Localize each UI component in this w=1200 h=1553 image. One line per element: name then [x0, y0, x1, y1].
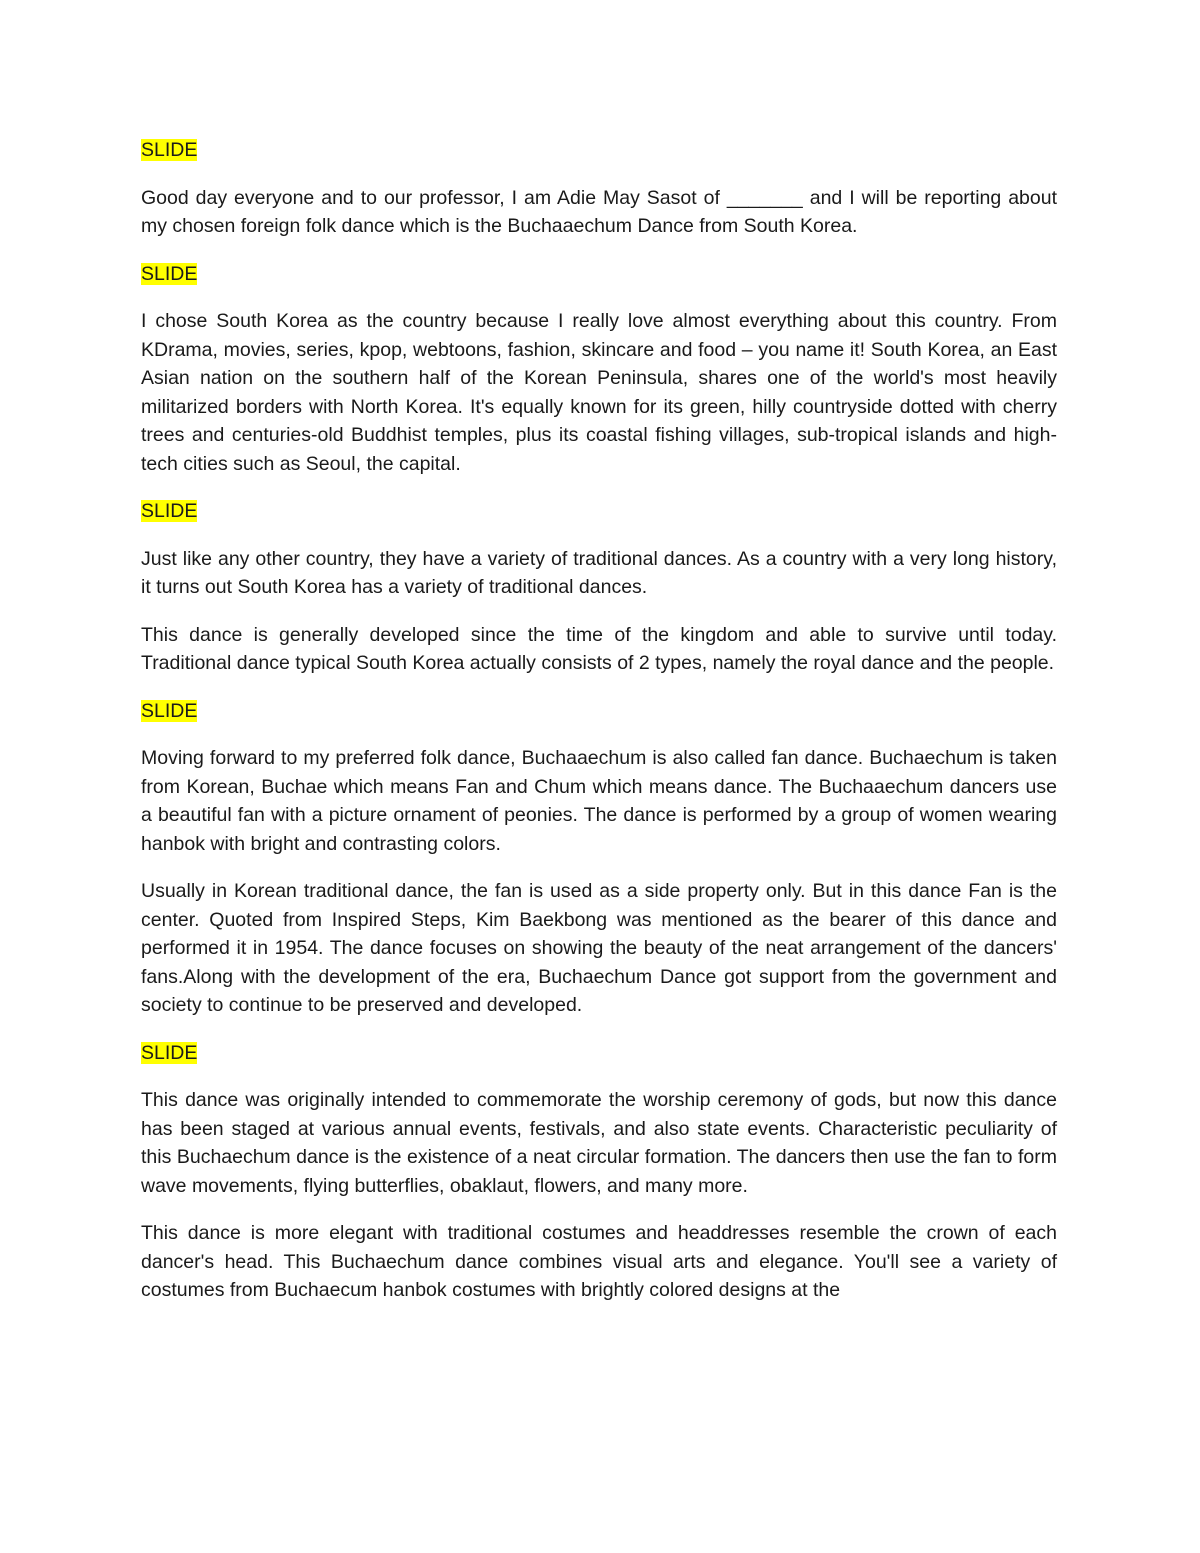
slide-label: SLIDE [141, 262, 198, 285]
slide-label: SLIDE [141, 1041, 198, 1064]
paragraph-country: I chose South Korea as the country because I really love almost everything about this country. From KDrama, movies, series, kpop, webtoons, fashion, skincare and food – you name it! South Korea, an East Asian nation on the southern half of the Korean Peninsula, shares one of the world's most heavily militarized borders with North Korea. It's equally known for its green, hilly countryside dotted with cherry trees and centuries-old Buddhist temples, plus its coastal fishing villages, sub-tropical islands and high-tech cities such as Seoul, the capital. [141, 310, 1057, 475]
slide-label: SLIDE [141, 500, 198, 522]
slide-label: SLIDE [141, 139, 198, 161]
slide-label: SLIDE [141, 699, 198, 722]
paragraph-fan-center: Usually in Korean traditional dance, the fan is used as a side property only. But in this dance Fan is the center. Quoted from Inspired Steps, Kim Baekbong was mentioned as the bearer of this dance and performed it in 1954. The dance focuses on showing the beauty of the neat arrangement of the dancers' fans.Along with the development of the era, Buchaechum Dance got support from the government and society to continue to be preserved and developed. [141, 880, 1057, 1016]
paragraph-traditional-dances: Just like any other country, they have a variety of traditional dances. As a country with a very long history, it turns out South Korea has a variety of traditional dances. [141, 547, 1057, 598]
paragraph-ceremony: This dance was originally intended to commemorate the worship ceremony of gods, but now this dance has been staged at various annual events, festivals, and also state events. Characteristic peculiarity of this Buchaechum dance is the existence of a neat circular formation. The dancers then use the fan to form wave movements, flying butterflies, obaklaut, flowers, and many more. [141, 1089, 1057, 1197]
paragraph-costumes: This dance is more elegant with traditional costumes and headdresses resemble the crown of each dancer's head. This Buchaechum dance combines visual arts and elegance. You'll see a variety of costumes from Buchaecum hanbok costumes with brightly colored designs at the [141, 1222, 1057, 1301]
paragraph-dance-types: This dance is generally developed since the time of the kingdom and able to survive until today. Traditional dance typical South Korea actually consists of 2 types, namely the royal dance and the people. [141, 623, 1057, 674]
paragraph-fan-dance: Moving forward to my preferred folk dance, Buchaaechum is also called fan dance. Buchaechum is taken from Korean, Buchae which means Fan and Chum which means dance. The Buchaaechum dancers use a beautiful fan with a picture ornament of peonies. The dance is performed by a group of women wearing hanbok with bright and contrasting colors. [141, 747, 1057, 855]
paragraph-intro: Good day everyone and to our professor, I am Adie May Sasot of _______ and I will be reporting about my chosen foreign folk dance which is the Buchaaechum Dance from South Korea. [141, 186, 1057, 237]
document-page [141, 136, 1057, 1324]
